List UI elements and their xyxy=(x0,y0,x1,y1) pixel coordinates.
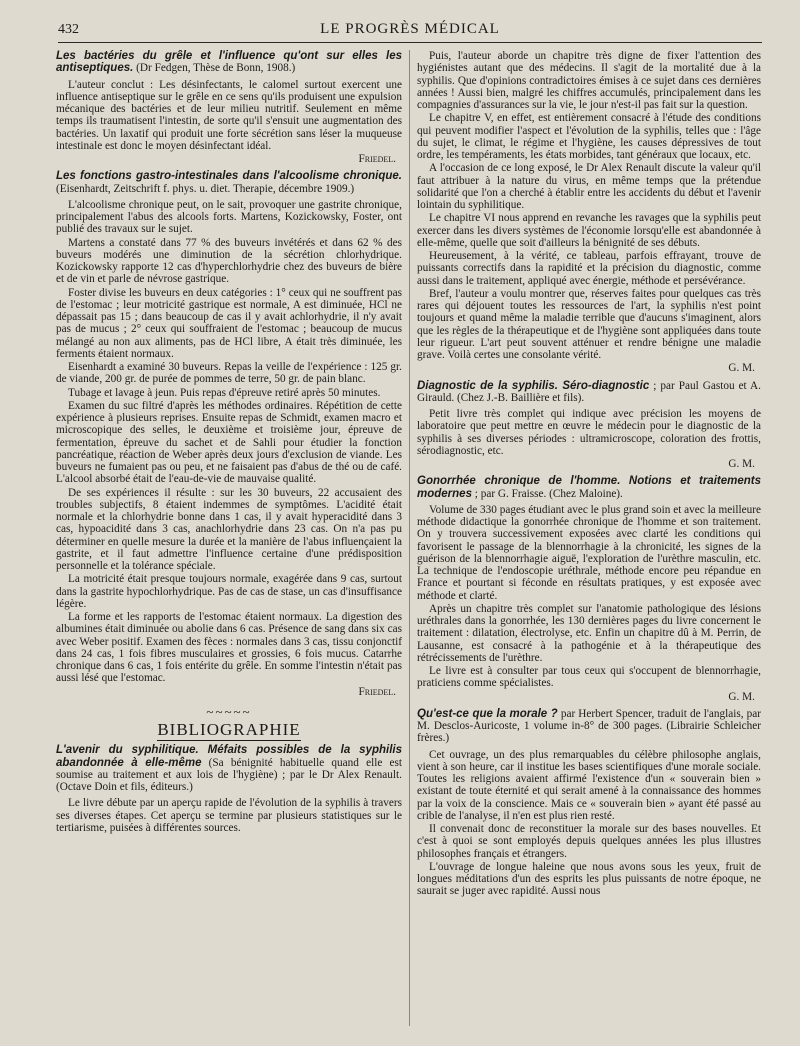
paragraph: De ses expériences il résulte : sur les 30 buveurs, 22 accusaient des troubles subjectifs, 8 étaient indemmes de symptômes. L'acidité était normale et la chlorhydrie bonne dans 1 cas, il y avait hyperacidité dans 3 cas, hypoacidité dans 3 cas, anachlorhydrie dans 23 cas. On n'a pas pu déterminer en quelle mesure la durée et la manière de l'abus influençaient la gastrite, et il faut admettre l'influence certaine d'une prédisposition personnelle et la tolérance spéciale. xyxy=(56,486,402,572)
column-divider xyxy=(409,50,410,1026)
review-source: (Eisenhardt, Zeitschrift f. phys. u. diet. Therapie, décembre 1909.) xyxy=(56,182,355,195)
paragraph: Examen du suc filtré d'après les méthodes ordinaires. Répétition de cette expérience à plusieurs reprises. Ensuite repas de Schmidt, examen macro et microscopique des selles, le deuxième et troisième jour, épreuve de fermentation, épreuve du sachet et de Sahli pour étudier la fonction pancréatique, réaction de Weber après deux jours d'exclusion de viande. Les buveurs ne fumaient pas ou peu, et ne faisaient pas d'abus de thé ou de café. L'alcool absorbé était de l'eau-de-vie de mauvaise qualité. xyxy=(56,399,402,486)
page-number: 432 xyxy=(58,22,79,37)
review-source: ; par G. Fraisse. (Chez Maloine). xyxy=(471,487,623,500)
left-column xyxy=(56,50,402,1038)
signature: G. M. xyxy=(728,690,755,703)
review-title: Qu'est-ce que la morale ? xyxy=(417,707,558,720)
paragraph: Eisenhardt a examiné 30 buveurs. Repas la veille de l'expérience : 125 gr. de viande, 200 gr. de purée de pommes de terre, 50 gr. de pain blanc. xyxy=(56,361,402,386)
paragraph: A l'occasion de ce long exposé, le Dr Alex Renault discute la valeur qu'il faut attribuer à la nature du virus, en même temps que la prétendue solidarité que l'on a cherché à établir entre les accidents du début et l'avenir lointain du syphilitique. xyxy=(417,162,761,211)
review-heading xyxy=(56,170,402,195)
signature: Friedel. xyxy=(358,153,396,165)
review-title: L'avenir du syphilitique. Méfaits possibles de la syphilis abandonnée à elle-même xyxy=(56,744,402,769)
paragraph: Bref, l'auteur a voulu montrer que, réserves faites pour quelques cas très rares qui déjouent toutes les ressources de l'art, la syphilis n'est point toujours et quand même la maladie terrible que d'aucuns s'imaginent, alors que les règles de la thérapeutique et de l'hygiène sont appliquées dans toute leur rigueur. L'art peut souvent atténuer et rendre bénigne une maladie grave. Voilà certes une consolante vérité. xyxy=(417,287,761,361)
review-title: Les fonctions gastro-intestinales dans l'alcoolisme chronique. xyxy=(56,170,402,183)
paragraph: Tubage et lavage à jeun. Puis repas d'épreuve retiré après 50 minutes. xyxy=(68,386,381,399)
review-source: par Herbert Spencer, traduit de l'anglais, par M. Desclos-Auricoste, 1 volume in-8° de 300 pages. (Librairie Schleicher frères.) xyxy=(417,707,761,745)
review-heading xyxy=(417,708,761,745)
review-source: ; par Paul Gastou et A. Girauld. (Chez J.-B. Baillière et fils). xyxy=(417,379,761,404)
page-header xyxy=(58,20,762,43)
paragraph: Le livre est à consulter par tous ceux qui s'occupent de blennorrhagie, praticiens comme spécialistes. xyxy=(417,665,761,690)
section-title-text: BIBLIOGRAPHIE xyxy=(157,720,301,739)
paragraph: La forme et les rapports de l'estomac étaient normaux. La digestion des albumines était diminuée ou abolie dans 6 cas. Présence de sang dans six cas avec Weber positif. Examen des fèces : normales dans 3 cas, tissu conjonctif dans 24 cas, 1 fois fibres musculaires et grossies, 6 fois mucus. Catarrhe chronique dans 6 cas, 1 fois entérite du grêle. En somme l'intestin n'était pas aussi lésé que l'estomac. xyxy=(56,611,402,685)
review-title: Les bactéries du grêle et l'influence qu'ont sur elles les antiseptiques. xyxy=(56,50,402,75)
paragraph: L'auteur conclut : Les désinfectants, le calomel surtout exercent une influence antiseptique sur le grêle en ce sens qu'ils produisent une expulsion mécanique des bactéries et de leur milieu nutritif. Seulement en même temps ils traumatisent l'intestin, de sorte qu'il s'ensuit une augmentation des bactéries. Un laxatif qui produit une forte sécrétion sans léser la muqueuse intestinale est donc le moyen désinfectant idéal. xyxy=(56,78,402,152)
paragraph: Volume de 330 pages étudiant avec le plus grand soin et avec la meilleure méthode didactique la gonorrhée chronique de l'homme et son traitement. On y trouvera successivement exposées avec clarté les conditions qui favorisent le passage de la blennorrhagie à la chronicité, les signes de la guérison de la blennorrhagie aiguë, l'exploration de l'urèthre masculin, etc. La technique de l'endoscopie uréthrale, méthode encore peu répandue en France et pourtant si féconde en résultats pratiques, y est exposée avec méthode et clarté. xyxy=(417,503,761,602)
review-source: (Sa bénignité habituelle quand elle est soumise au traitement et aux lois de l'hygiène) ; par le Dr Alex Renault. (Octave Doin et fils, éditeurs.) xyxy=(56,756,402,793)
paragraph: Martens a constaté dans 77 % des buveurs invétérés et dans 62 % des buveurs modérés une diminution de la sécrétion chlorhydrique. Kozickowsky rapporte 12 cas d'hyperchlorhydrie chez des buveurs de bière et de vin et parle de névrose gastrique. xyxy=(56,236,402,286)
review-title: Diagnostic de la syphilis. Séro-diagnostic xyxy=(417,379,650,392)
signature: Friedel. xyxy=(358,685,396,698)
paragraph: Le chapitre VI nous apprend en revanche les ravages que la syphilis peut exercer dans les divers systèmes de l'économie lorsqu'elle est abandonnée à elle-même, quelle que soit d'ailleurs la bénignité de ses débuts. xyxy=(417,212,761,249)
paragraph: Le chapitre V, en effet, est entièrement consacré à l'étude des conditions qui peuvent modifier l'aspect et l'évolution de la syphilis, telles que : l'âge du sujet, le climat, le régime et l'hygiène, les causes dépressives de tout ordre, les tempéraments, les états morbides, tant généraux que locaux, etc. xyxy=(417,112,761,161)
review-heading xyxy=(417,475,761,500)
journal-title: LE PROGRÈS MÉDICAL xyxy=(320,21,500,37)
paragraph: Le livre débute par un aperçu rapide de l'évolution de la syphilis à travers ses diverses étapes. Cet aperçu se termine par plusieurs statistiques sur le tertiarisme, puisées à différentes sources. xyxy=(56,797,402,834)
ornament-divider: ~~~~~ xyxy=(206,703,252,719)
paragraph: Il convenait donc de reconstituer la morale sur des bases nouvelles. Et c'est à quoi se sont employés depuis quelques années les plus illustres philosophes français et étrangers. xyxy=(417,823,761,860)
review-heading xyxy=(56,744,402,793)
signature: G. M. xyxy=(728,458,755,470)
paragraph: Cet ouvrage, un des plus remarquables du célèbre philosophe anglais, vient à son heure, car il institue les bases scientifiques d'une morale sociale. Toutes les religions avaient affirmé l'existence d'un « souverain bien » existant de toute éternité et qui serait amené à la connaissance des hommes par la voix de la conscience. Mais ce « souverain bien » ayant été passé au crible de l'analyse, il n'en est plus rien resté. xyxy=(417,748,761,822)
paragraph: Puis, l'auteur aborde un chapitre très digne de fixer l'attention des hygiénistes autant que des médecins. Il s'agit de la mortalité due à la syphilis. Que d'opinions contradictoires émises à ce sujet dans ces dernières années ! Aussi bien, malgré les chiffres accumulés, principalement dans les compagnies d'assurances sur la vie, le jour n'est-il pas fait sur la question. xyxy=(417,50,761,111)
review-heading xyxy=(56,50,402,75)
review-title: Gonorrhée chronique de l'homme. Notions et traitements modernes xyxy=(417,475,761,500)
paragraph: L'alcoolisme chronique peut, on le sait, provoquer une gastrite chronique, principalement l'abus des alcools forts. Martens, Kozickowsky, Foster, ont publié des travaux sur le sujet. xyxy=(56,198,402,236)
right-column xyxy=(417,50,761,1038)
review-heading xyxy=(417,380,761,405)
review-source: (Dr Fedgen, Thèse de Bonn, 1908.) xyxy=(133,62,296,75)
paragraph: Foster divise les buveurs en deux catégories : 1° ceux qui ne souffrent pas de l'estomac ; leur motricité gastrique est normale, A est diminuée, HCl ne dépassait pas 15 ; dans beaucoup de cas il y avait achlorhydrie, il n'y avait pas de mucus ; 2° ceux qui souffraient de l'estomac ; beaucoup de mucus mélangé au non aux aliments, pas de HCl libre, A était très diminuée, les ferments étaient normaux. xyxy=(56,286,402,360)
signature: G. M. xyxy=(728,362,755,375)
paragraph: Après un chapitre très complet sur l'anatomie pathologique des lésions uréthrales dans la gonorrhée, les 130 dernières pages du livre concernent le traitement : dilatation, électrolyse, etc. Enfin un chapitre dû à M. Perrin, de Lausanne, est consacré à la pathogénie et à la thérapeutique des rétrécissements de l'urèthre. xyxy=(417,602,761,664)
paragraph: Heureusement, à la vérité, ce tableau, parfois effrayant, trouve de puissants correctifs dans la rapidité et la précision du diagnostic, comme aussi dans le traitement, appliqué avec énergie, méthode et persévérance. xyxy=(417,250,761,287)
paragraph: Petit livre très complet qui indique avec précision les moyens de laboratoire que peut mettre en œuvre le médecin pour le diagnostic de la syphilis à ses diverses périodes : ultramicroscope, coloration des frottis, sérodiagnostic, etc. xyxy=(417,408,761,457)
section-title xyxy=(56,720,402,739)
paragraph: L'ouvrage de longue haleine que nous avons sous les yeux, fruit de longues méditations d'un des esprits les plus puissants de notre époque, ne saurait se juger avec rapidité. Aussi nous xyxy=(417,860,761,898)
paragraph: La motricité était presque toujours normale, exagérée dans 9 cas, surtout dans la gastrite hypochlorhydrique. Pas de cas de stase, un cas d'insuffisance légère. xyxy=(56,573,402,610)
